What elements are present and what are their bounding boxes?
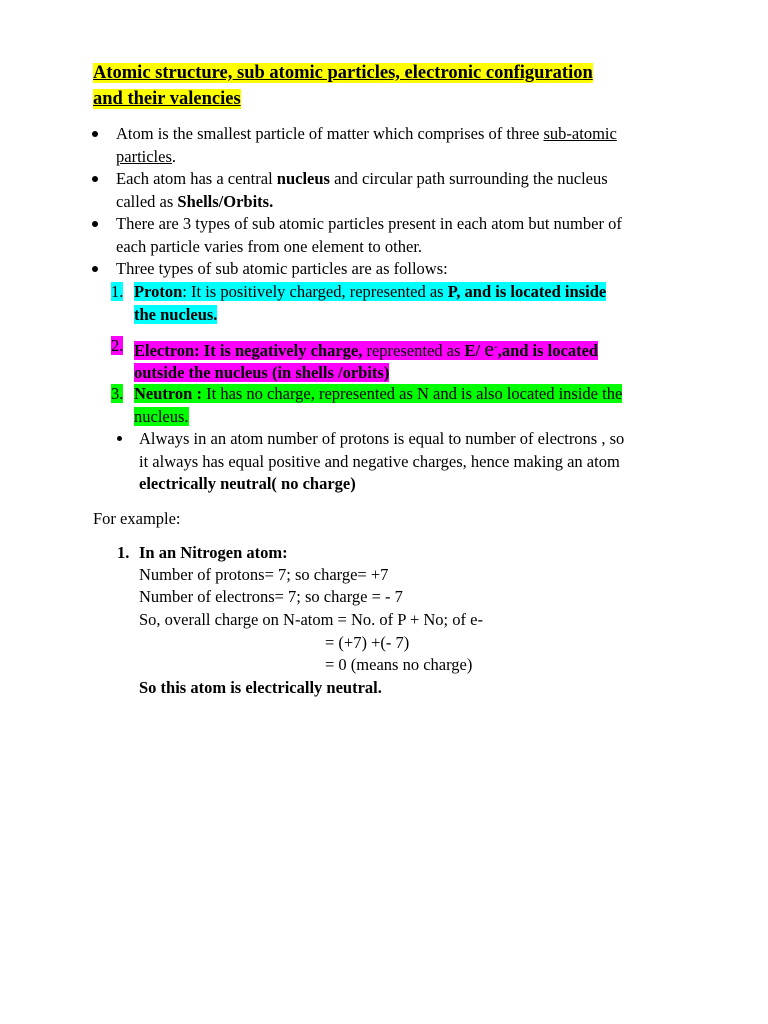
example-equation-1: = (+7) +(- 7) <box>325 633 410 652</box>
electron-symbol-prefix: E/ <box>464 340 485 360</box>
bullet-3-line1: There are 3 types of sub atomic particles present in each atom but number of <box>116 214 622 233</box>
example-line-electrons: Number of electrons= 7; so charge = - 7 <box>139 587 403 606</box>
proton-desc-bold: P, and is located inside <box>447 282 607 301</box>
bullet-1-period: . <box>171 146 177 166</box>
neutron-desc: It has no charge, represented as N and is also located inside the <box>201 384 623 403</box>
bullet-2-text: Each atom has a central <box>116 169 277 188</box>
neutrality-line1: Always in an atom number of protons is equal to number of electrons , so <box>139 429 625 448</box>
example-heading <box>139 542 288 565</box>
proton-item <box>134 281 606 326</box>
neutron-number <box>111 383 123 406</box>
electron-desc-bold: ,and is located <box>497 340 599 360</box>
example-heading-text: In an Nitrogen atom: <box>139 543 288 562</box>
proton-name: Proton <box>134 282 183 301</box>
example-conclusion <box>139 677 382 700</box>
neutron-num-label: 3. <box>111 384 124 403</box>
example-equation-2: = 0 (means no charge) <box>325 655 473 674</box>
electron-item <box>134 335 598 385</box>
bullet-dot <box>92 221 98 227</box>
nucleus-term: nucleus <box>276 169 330 188</box>
neutrality-note <box>139 428 624 496</box>
electron-name: Electron: It is negatively charge, <box>134 340 363 360</box>
electron-superscript: - <box>494 340 498 352</box>
bullet-dot <box>117 436 122 441</box>
example-number <box>117 542 129 565</box>
sub-atomic-link[interactable]: sub-atomic <box>543 124 617 143</box>
bullet-item-3 <box>116 213 622 258</box>
proton-number <box>111 281 123 304</box>
electron-location: outside the nucleus (in shells /orbits) <box>134 363 390 382</box>
bullet-dot <box>92 176 98 182</box>
electron-desc: represented as <box>362 340 465 360</box>
example-intro: For example: <box>93 509 181 528</box>
neutrality-line2: it always has equal positive and negative charges, hence making an atom <box>139 451 620 471</box>
proton-location: the nucleus. <box>134 304 218 324</box>
example-line-overall: So, overall charge on N-atom = No. of P + No; of e- <box>139 610 483 629</box>
bullet-dot <box>92 266 98 272</box>
electron-number <box>111 335 123 358</box>
electron-symbol: e <box>484 335 495 361</box>
bullet-item-2 <box>116 168 608 213</box>
bullet-2-text-post: and circular path surrounding the nucleus <box>329 169 608 188</box>
electron-num-label: 2. <box>111 336 124 355</box>
example-line-protons: Number of protons= 7; so charge= +7 <box>139 565 389 584</box>
proton-desc: : It is positively charged, represented as <box>182 282 448 301</box>
neutron-name: Neutron : <box>134 384 202 403</box>
bullet-2-line2: called as <box>116 191 178 211</box>
example-conclusion-text: So this atom is electrically neutral. <box>139 678 382 697</box>
title-line-2: and their valencies <box>93 89 241 109</box>
bullet-3-line2: each particle varies from one element to other. <box>116 236 423 256</box>
neutrality-line3: electrically neutral( no charge) <box>139 474 356 493</box>
example-num-label: 1. <box>117 543 130 562</box>
particles-link[interactable]: particles <box>116 146 172 166</box>
proton-num-label: 1. <box>111 282 124 301</box>
title-line-1: Atomic structure, sub atomic particles, electronic configuration <box>93 63 593 83</box>
bullet-4-text: Three types of sub atomic particles are as follows: <box>116 259 448 278</box>
bullet-dot <box>92 131 98 137</box>
shells-term: Shells/Orbits. <box>177 191 274 211</box>
neutron-item <box>134 383 622 428</box>
bullet-1-text: Atom is the smallest particle of matter which comprises of three <box>116 124 544 143</box>
bullet-item-1 <box>116 123 617 168</box>
bullet-item-4 <box>116 258 448 281</box>
document-title <box>93 60 673 112</box>
neutron-location: nucleus. <box>134 406 189 426</box>
